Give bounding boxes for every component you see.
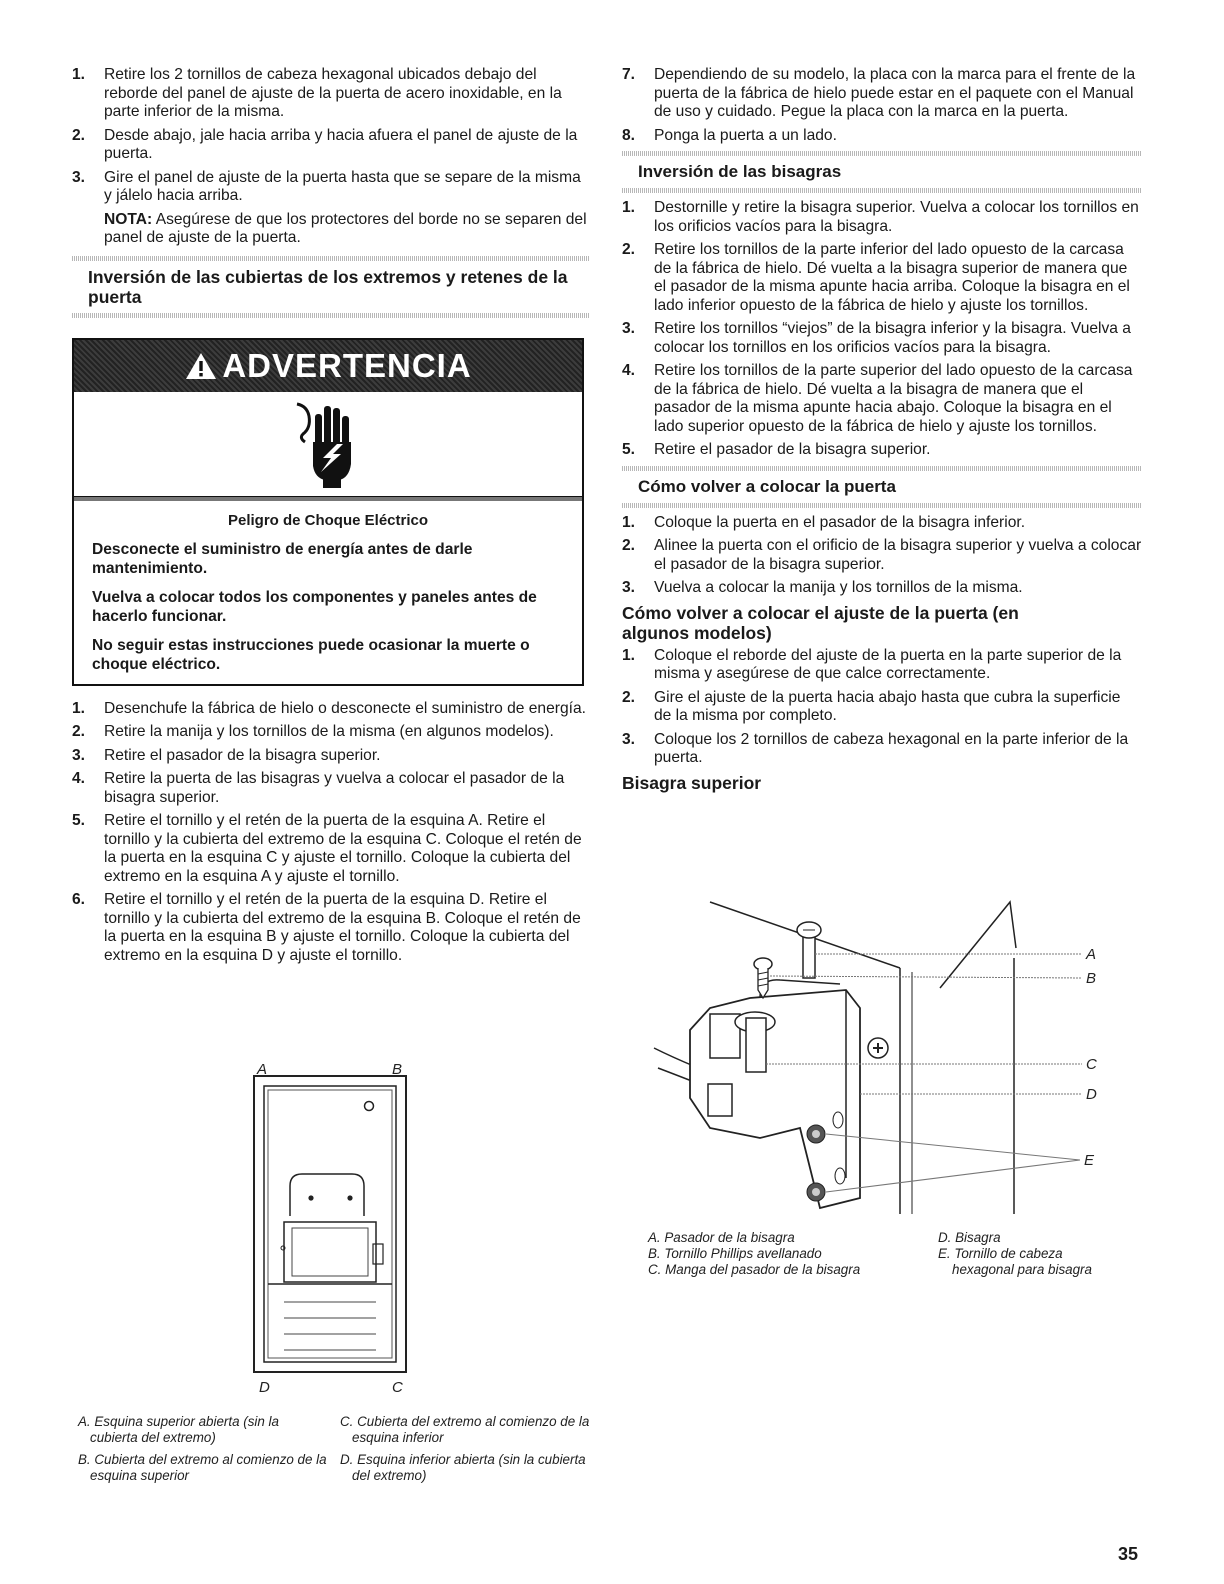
divider: [622, 466, 1142, 471]
caption-d: D. Bisagra: [938, 1230, 1001, 1245]
left-figure-captions: [78, 1414, 598, 1484]
caption-c: C. Cubierta del extremo al comienzo de la esquina inferior: [340, 1414, 590, 1445]
warning-line: Desconecte el suministro de energía antes de darle mantenimiento.: [92, 540, 473, 577]
top-hinge-diagram: [650, 898, 1110, 1218]
hinge-heading: Inversión de las bisagras: [638, 162, 842, 181]
list-item: 1. Desenchufe la fábrica de hielo o desconecte el suministro de energía.: [72, 699, 586, 717]
divider: [622, 503, 1142, 508]
steps-left: [72, 700, 590, 966]
phillips-screw-icon: [754, 958, 772, 998]
list-item: 5. Retire el tornillo y el retén de la puerta de la esquina A. Retire el tornillo y la cubierta del extremo de la esquina C. Coloque el retén de la puerta en la esquina C y ajuste el tornillo. Coloque la cubierta del extremo en la esquina A y ajuste el tornillo.: [72, 812, 582, 885]
hinge-label-b: B: [1086, 970, 1097, 987]
warning-line: Vuelva a colocar todos los componentes y paneles antes de hacerlo funcionar.: [92, 588, 537, 625]
divider: [622, 151, 1142, 156]
hazard-title: Peligro de Choque Eléctrico: [227, 511, 429, 529]
list-item: 3. Coloque los 2 tornillos de cabeza hexagonal en la parte inferior de la puerta.: [622, 730, 1129, 766]
caption-d: D. Esquina inferior abierta (sin la cubierta del extremo): [340, 1452, 586, 1483]
caption-b: B. Cubierta del extremo al comienzo de la esquina superior: [78, 1452, 327, 1483]
caption-e: E. Tornillo de cabeza hexagonal para bisagra: [938, 1246, 1092, 1277]
divider: [72, 313, 590, 318]
right-column: [622, 66, 1142, 797]
hinge-label-c: C: [1086, 1056, 1097, 1073]
caption-c: C. Manga del pasador de la bisagra: [648, 1262, 861, 1277]
hex-screw-icon: [807, 1183, 825, 1201]
warning-box: [72, 338, 584, 686]
list-item: 4. Retire la puerta de las bisagras y vuelva a colocar el pasador de la bisagra superior.: [72, 770, 565, 806]
warning-body: [74, 497, 582, 684]
corner-label-a: A: [257, 1061, 268, 1078]
hinge-label-d: D: [1086, 1086, 1097, 1103]
list-item: 2. Gire el ajuste de la puerta hacia abajo hasta que cubra la superficie de la misma por completo.: [622, 688, 1121, 724]
list-item: 4. Retire los tornillos de la parte superior del lado opuesto de la carcasa de la fábrica de hielo. Dé vuelta a la bisagra de manera que el pasador de la misma apunte hacia abajo. Coloque la bisagra en el lado superior opuesto de la fábrica de hielo y ajuste los tornillos.: [622, 362, 1133, 435]
hinge-steps: [622, 199, 1142, 460]
warning-header: [74, 340, 582, 392]
door-steps: [622, 514, 1142, 598]
top-hinge-heading: Bisagra superior: [622, 772, 762, 793]
door-heading: Cómo volver a colocar la puerta: [638, 476, 896, 496]
section-heading-end-covers: Inversión de las cubiertas de los extremos y retenes de la puerta: [88, 266, 568, 307]
warning-line: No seguir estas instrucciones puede ocasionar la muerte o choque eléctrico.: [92, 636, 530, 673]
list-item: 3. Retire los tornillos “viejos” de la bisagra inferior y la bisagra. Vuelva a colocar los tornillos en los orificios vacíos para la bisagra.: [622, 320, 1131, 356]
trim-steps: [622, 647, 1142, 768]
hinge-label-a: A: [1086, 946, 1097, 963]
shock-hazard-area: [74, 392, 582, 497]
list-item: 3. Gire el panel de ajuste de la puerta hasta que se separe de la misma y jálelo hacia arriba.: [72, 168, 581, 204]
note: NOTA: Asegúrese de que los protectores del borde no se separen del panel de ajuste de la puerta.: [104, 210, 587, 246]
hinge-label-e: E: [1084, 1152, 1095, 1169]
divider: [72, 256, 590, 261]
hinge-pin-sleeve: [746, 1018, 766, 1072]
warning-title: ADVERTENCIA: [222, 346, 472, 384]
caption-a: A. Pasador de la bisagra: [648, 1230, 795, 1245]
list-item: 1. Destornille y retire la bisagra superior. Vuelva a colocar los tornillos en los orificios vacíos para la bisagra.: [622, 199, 1139, 235]
door-outline: [254, 1076, 406, 1372]
right-figure-captions: [648, 1230, 1128, 1278]
list-item: 3. Vuelva a colocar la manija y los tornillos de la misma.: [622, 579, 1023, 596]
list-item: 1. Coloque el reborde del ajuste de la puerta en la parte superior de la misma y asegúrese de que calce correctamente.: [622, 646, 1122, 682]
corner-label-b: B: [392, 1061, 403, 1078]
hinge-pin: [803, 934, 815, 978]
list-item: 2. Desde abajo, jale hacia arriba y hacia afuera el panel de ajuste de la puerta.: [72, 126, 578, 162]
divider: [622, 188, 1142, 193]
intro-steps-right: [622, 66, 1142, 145]
electric-shock-hand-icon: [293, 398, 363, 490]
corner-label-c: C: [392, 1379, 403, 1396]
warning-triangle-icon: [184, 351, 218, 381]
list-item: 2. Retire los tornillos de la parte inferior del lado opuesto de la carcasa de la fábrica de hielo. Dé vuelta a la bisagra superior de manera que el pasador de la misma apunte hacia arriba. Coloque la bisagra en el lado inferior opuesto de la fábrica de hielo y ajuste los tornillos.: [622, 241, 1130, 314]
hex-screw-icon: [807, 1125, 825, 1143]
list-item: 1. Retire los 2 tornillos de cabeza hexagonal ubicados debajo del reborde del panel de ajuste de la puerta de acero inoxidable, en la parte inferior de la misma.: [72, 66, 562, 120]
corner-label-d: D: [259, 1379, 270, 1396]
list-item: 5. Retire el pasador de la bisagra superior.: [622, 441, 931, 458]
trim-heading: Cómo volver a colocar el ajuste de la puerta (en algunos modelos): [622, 602, 1019, 643]
caption-b: B. Tornillo Phillips avellanado: [648, 1246, 822, 1261]
list-item: 8. Ponga la puerta a un lado.: [622, 126, 837, 144]
door-corners-diagram: [240, 1056, 420, 1396]
list-item: 1. Coloque la puerta en el pasador de la bisagra inferior.: [622, 513, 1026, 531]
left-column: [72, 66, 590, 970]
list-item: 7. Dependiendo de su modelo, la placa con la marca para el frente de la puerta de la fábrica de hielo puede estar en el paquete con el Manual de uso y cuidado. Pegue la placa con la marca en la puerta.: [622, 66, 1136, 120]
list-item: 3. Retire el pasador de la bisagra superior.: [72, 746, 381, 764]
door-handle-recess: [290, 1174, 364, 1216]
list-item: 6. Retire el tornillo y el retén de la puerta de la esquina D. Retire el tornillo y la cubierta del extremo de la esquina B. Coloque el retén de la puerta en la esquina B y ajuste el tornillo. Coloque la cubierta del extremo en la esquina D y ajuste el tornillo.: [72, 891, 581, 964]
caption-a: A. Esquina superior abierta (sin la cubierta del extremo): [78, 1414, 279, 1445]
page-number: 35: [1118, 1544, 1139, 1564]
intro-steps-left: [72, 66, 590, 206]
list-item: 2. Alinee la puerta con el orificio de la bisagra superior y vuelva a colocar el pasador de la bisagra superior.: [622, 537, 1142, 573]
list-item: 2. Retire la manija y los tornillos de la misma (en algunos modelos).: [72, 723, 554, 740]
